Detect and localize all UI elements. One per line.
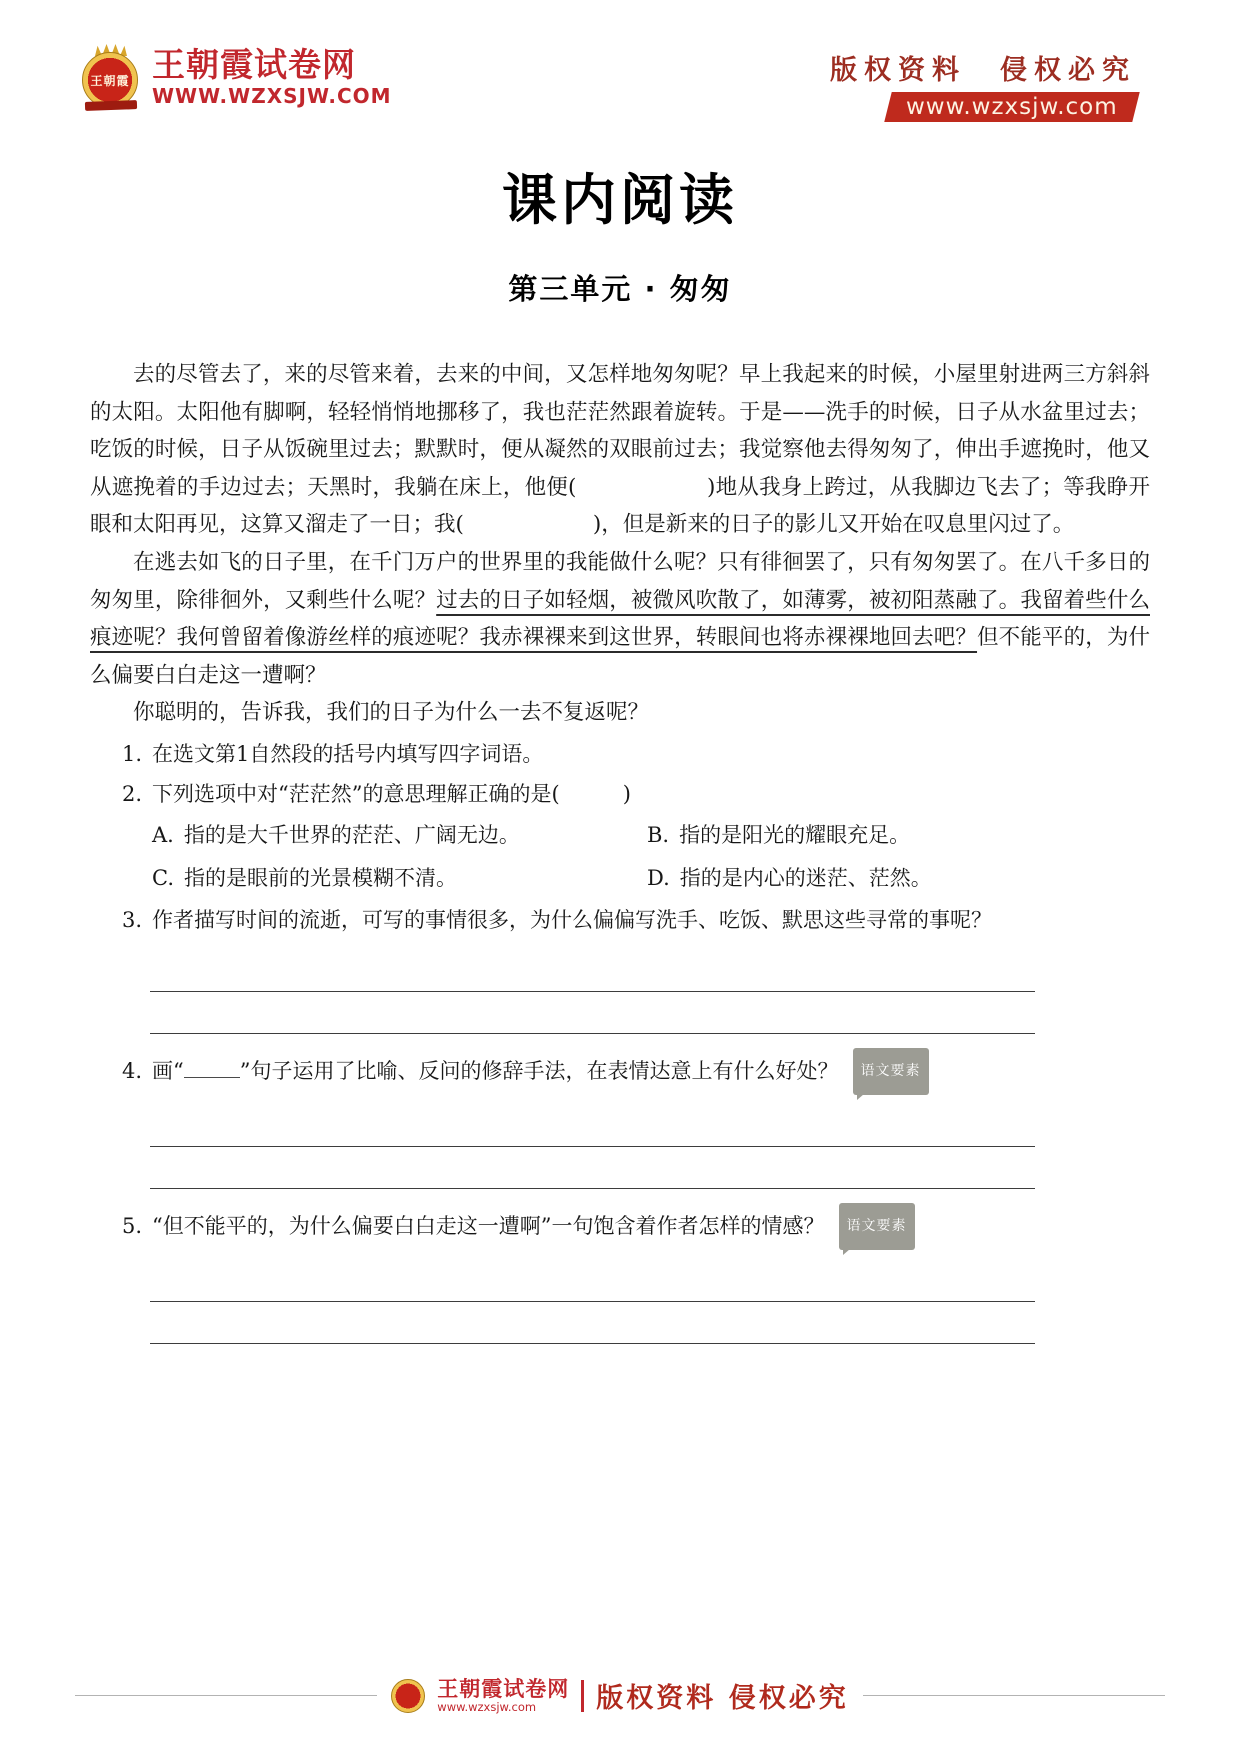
paragraph-1-text: 去的尽管去了，来的尽管来着，去来的中间，又怎样地匆匆呢？早上我起来的时候，小屋里射进两三方斜斜的太阳。太阳他有脚啊，轻轻悄悄地挪移了，我也茫茫然跟着旋转。于是——洗手的时候，日子从水盆里过去；吃饭的时候，日子从饭碗里过去；默默时，便从凝然的双眼前过去；我觉察他去得匆匆了，伸出手遮挽时，他又从遮挽着的手边过去；天黑时，我躺在床上，他便( )地从我身上跨过，从我脚边飞去了；等我睁开眼和太阳再见，这算又溜走了一日；我( )，但是新来的日子的影儿又开始在叹息里闪过了。 [90, 362, 1150, 538]
url-banner-text: www.wzxsjw.com [906, 94, 1118, 120]
question-4-answer-area [150, 1105, 1035, 1189]
footer-site-name: 王朝霞试卷网 [437, 1676, 570, 1701]
question-3-answer-area [150, 950, 1035, 1034]
spacer [90, 1189, 1150, 1203]
question-2-text: 下列选项中对“茫茫然”的意思理解正确的是( ) [152, 781, 631, 806]
copyright-notice: 版权资料 侵权必究 [830, 55, 1136, 86]
option-c [152, 857, 647, 900]
option-d-label: D. [647, 865, 670, 890]
question-3-text: 作者描写时间的流逝，可写的事情很多，为什么偏偏写洗手、吃饭、默思这些寻常的事呢？ [152, 907, 993, 932]
footer-content [377, 1676, 862, 1715]
answer-line [150, 992, 1035, 1034]
question-4-text-post: ”句子运用了比喻、反问的修辞手法，在表情达意上有什么好处？ [239, 1058, 839, 1083]
option-a [152, 814, 647, 857]
question-1-text: 在选文第1自然段的括号内填写四字词语。 [152, 741, 544, 766]
question-1-number: 1. [122, 741, 143, 766]
question-2-number: 2. [122, 781, 143, 806]
question-1 [90, 734, 1150, 774]
url-banner [885, 92, 1140, 122]
footer-copyright-notice: 版权资料 侵权必究 [596, 1683, 849, 1714]
footer-site-text [437, 1678, 569, 1713]
answer-line [150, 950, 1035, 992]
page-header [0, 0, 1240, 122]
copyright-block [830, 44, 1136, 122]
language-element-badge: 语文要素 [839, 1203, 915, 1250]
spacer [90, 1034, 1150, 1048]
underlined-sentence: 过去的日子如轻烟，被微风吹散了，如薄雾，被初阳蒸融了。我留着些什么痕迹呢？我何曾留着像游丝样的痕迹呢？我赤裸裸来到这世界，转眼间也将赤裸裸地回去吧？ [90, 587, 1150, 651]
footer-site-url: www.wzxsjw.com [437, 1699, 537, 1714]
page-title: 课内阅读 [501, 168, 738, 232]
option-b [647, 814, 1150, 857]
option-b-text: 指的是阳光的耀眼充足。 [679, 822, 911, 847]
question-3 [90, 900, 1150, 940]
paragraph-3-text: 你聪明的，告诉我，我们的日子为什么一去不复返呢？ [133, 700, 650, 726]
logo-seal-text: 王朝霞 [90, 73, 130, 88]
answer-line [150, 1302, 1035, 1344]
passage-paragraph-2 [90, 544, 1150, 694]
paragraph-2-tail: 但不能平的，为什么偏要白白走这一遭啊？ [90, 625, 1150, 688]
option-c-text: 指的是眼前的光景模糊不清。 [184, 865, 457, 890]
question-5-number: 5. [122, 1213, 143, 1238]
question-4 [90, 1048, 1150, 1095]
answer-line [150, 1105, 1035, 1147]
footer-rule-left [75, 1695, 377, 1696]
option-d [647, 857, 1150, 900]
site-name: 王朝霞试卷网 [152, 44, 356, 84]
question-2-options [90, 814, 1150, 900]
question-4-blank [184, 1059, 240, 1078]
option-b-label: B. [647, 822, 670, 847]
question-3-number: 3. [122, 907, 143, 932]
option-d-text: 指的是内心的迷茫、茫然。 [679, 865, 932, 890]
page-footer [75, 1676, 1165, 1715]
language-element-badge: 语文要素 [853, 1048, 929, 1095]
question-2 [90, 774, 1150, 814]
footer-logo-badge-icon [391, 1679, 425, 1713]
question-5-text: “但不能平的，为什么偏要白白走这一遭啊”一句饱含着作者怎样的情感？ [152, 1213, 825, 1238]
answer-line [150, 1260, 1035, 1302]
site-logo [80, 44, 392, 110]
paragraph-2-text: 在逃去如飞的日子里，在千门万户的世界里的我能做什么呢？只有徘徊罢了，只有匆匆罢了。在八千多日的匆匆里，除徘徊外，又剩些什么呢？ [90, 549, 1150, 613]
reading-passage [90, 356, 1150, 732]
option-a-text: 指的是大千世界的茫茫、广阔无边。 [183, 822, 520, 847]
site-url: WWW.WZXSJW.COM [152, 84, 392, 109]
answer-line [150, 1147, 1035, 1189]
ribbon-icon [85, 100, 137, 111]
option-c-label: C. [152, 865, 174, 890]
logo-badge-icon [80, 44, 142, 110]
logo-text [152, 44, 392, 109]
passage-paragraph-3 [90, 694, 1150, 732]
passage-paragraph-1 [90, 356, 1150, 544]
question-4-number: 4. [122, 1058, 143, 1083]
question-5-answer-area [150, 1260, 1035, 1344]
question-4-text-pre: 画“ [152, 1058, 184, 1083]
page-subtitle: 第三单元 · 匆匆 [508, 272, 732, 306]
question-5 [90, 1203, 1150, 1250]
footer-divider [581, 1680, 584, 1712]
question-list [90, 734, 1150, 1344]
footer-rule-right [863, 1695, 1165, 1696]
option-a-label: A. [152, 822, 174, 847]
